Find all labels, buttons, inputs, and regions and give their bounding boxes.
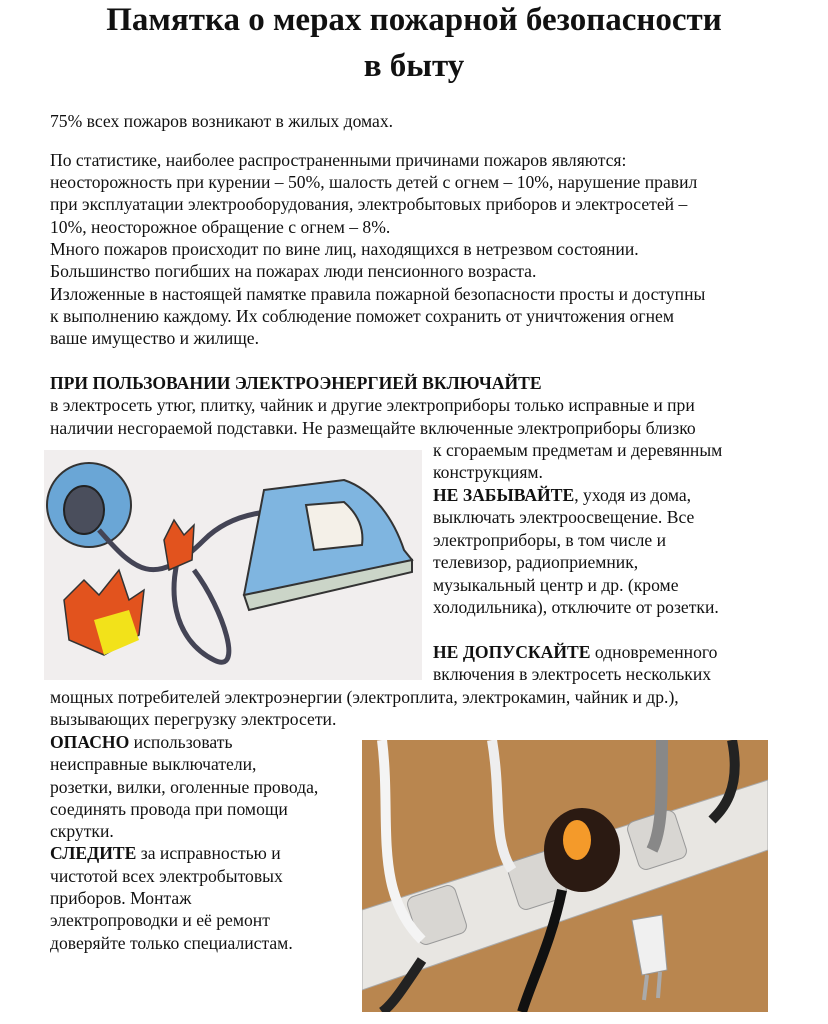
watch-line: доверяйте только специалистам. [50,933,293,953]
burnt-power-strip-photo [362,740,768,1012]
dont-allow-heading: НЕ ДОПУСКАЙТЕ [433,642,591,662]
dont-allow-line: мощных потребителей электроэнергии (электроплита, электрокамин, чайник и др.), [50,687,679,707]
danger-text: использовать [129,732,233,752]
stats-line: Много пожаров происходит по вине лиц, находящихся в нетрезвом состоянии. [50,239,639,259]
dont-forget-line: телевизор, радиоприемник, [433,552,639,572]
danger-line: соединять провода при помощи [50,799,288,819]
stats-line: ваше имущество и жилище. [50,328,259,348]
dont-allow-text: одновременного [590,642,718,662]
watch-first-line [50,842,281,864]
danger-line: розетки, вилки, оголенные провода, [50,777,319,797]
iron-on-fire-illustration [44,450,422,680]
watch-line: электропроводки и её ремонт [50,910,270,930]
danger-first-line [50,731,232,753]
stats-line: при эксплуатации электрооборудования, электробытовых приборов и электросетей – [50,194,688,214]
watch-line: чистотой всех электробытовых [50,866,283,886]
stats-line: Изложенные в настоящей памятке правила пожарной безопасности просты и доступны [50,284,706,304]
dont-allow-first-line [433,641,717,663]
stats-line: 10%, неосторожное обращение с огнем – 8%. [50,217,391,237]
dont-forget-first-line [433,484,691,506]
page-title-line2: в быту [363,48,465,84]
stats-line: неосторожность при курении – 50%, шалость детей с огнем – 10%, нарушение правил [50,172,698,192]
page-title: Памятка о мерах пожарной безопасности [106,2,722,38]
dont-allow-line: включения в электросеть нескольких [433,664,712,684]
dont-forget-line: холодильника), отключите от розетки. [433,597,719,617]
intro-text: 75% всех пожаров возникают в жилых домах. [50,111,394,131]
section-heading-electricity: ПРИ ПОЛЬЗОВАНИИ ЭЛЕКТРОЭНЕРГИЕЙ ВКЛЮЧАЙТЕ [50,373,542,393]
dont-forget-line: выключать электроосвещение. Все [433,507,695,527]
electricity-line: наличии несгораемой подставки. Не размещайте включенные электроприборы близко [50,418,696,438]
danger-line: скрутки. [50,821,114,841]
danger-line: неисправные выключатели, [50,754,257,774]
stats-line: Большинство погибших на пожарах люди пенсионного возраста. [50,261,537,281]
watch-text: за исправностью и [136,843,281,863]
dont-forget-heading: НЕ ЗАБЫВАЙТЕ [433,485,575,505]
stats-line: к выполнению каждому. Их соблюдение поможет сохранить от уничтожения огнем [50,306,674,326]
electricity-line: к сгораемым предметам и деревянным [433,440,723,460]
dont-forget-text: , уходя из дома, [574,485,692,505]
dont-forget-line: музыкальный центр и др. (кроме [433,575,679,595]
stats-line: По статистике, наиболее распространенными причинами пожаров являются: [50,150,627,170]
watch-heading: СЛЕДИТЕ [50,843,137,863]
danger-heading: ОПАСНО [50,732,130,752]
electricity-line: конструкциям. [433,462,543,482]
watch-line: приборов. Монтаж [50,888,192,908]
dont-allow-line: вызывающих перегрузку электросети. [50,709,337,729]
electricity-line: в электросеть утюг, плитку, чайник и другие электроприборы только исправные и при [50,395,695,415]
dont-forget-line: электроприборы, в том числе и [433,530,667,550]
